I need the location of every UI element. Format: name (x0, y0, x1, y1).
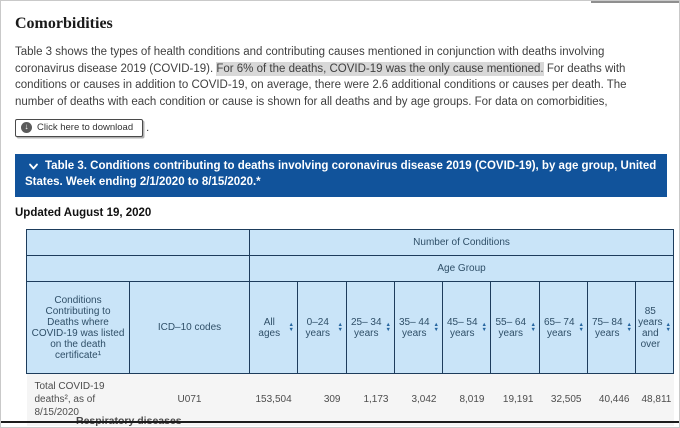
col-header-label: 45– 54 years (446, 316, 478, 339)
intro-text-after: For deaths with conditions or causes in addition to COVID-19, on average, there were 2.6 additional conditions or causes per death. The number of deaths with each condition or cause is shown for all deaths and by age groups. For data on comorbidities, (15, 62, 627, 108)
sort-arrows-icon[interactable] (289, 323, 294, 332)
value-25-34: 1,173 (347, 374, 395, 426)
col-header-label: 85 years and over (638, 305, 663, 350)
value-all-ages: 153,504 (250, 374, 298, 426)
col-header-45-54[interactable] (443, 282, 491, 374)
age-group-header: Age Group (250, 256, 674, 282)
col-header-65-74[interactable] (540, 282, 588, 374)
sort-arrows-icon[interactable] (579, 323, 584, 332)
sort-arrows-icon[interactable] (627, 323, 632, 332)
content-area (1, 1, 679, 426)
col-header-label: 75– 84 years (591, 316, 623, 339)
sort-arrows-icon[interactable] (666, 323, 671, 332)
sentence-period: . (146, 121, 150, 134)
col-header-label: 55– 64 years (495, 316, 527, 339)
download-row (15, 117, 665, 138)
sort-arrows-icon[interactable] (386, 323, 391, 332)
chevron-down-icon (29, 159, 38, 175)
download-button-label: Click here to download (37, 121, 134, 133)
sort-arrows-icon[interactable] (482, 323, 487, 332)
download-button[interactable] (15, 119, 143, 137)
sort-arrows-icon[interactable] (338, 323, 343, 332)
value-45-54: 8,019 (443, 374, 491, 426)
col-header-label: 35– 44 years (398, 316, 430, 339)
col-header-conditions: Conditions Contributing to Deaths where COVID-19 was listed on the death certificate¹ (27, 282, 130, 374)
number-of-conditions-header: Number of Conditions (250, 230, 674, 256)
empty-corner-cell (27, 256, 250, 282)
condition-cell: Total COVID-19 deaths², as of 8/15/2020 (27, 374, 130, 426)
col-header-label: All ages (258, 316, 281, 339)
conditions-table (26, 229, 674, 426)
col-header-label: 0–24 years (305, 316, 330, 339)
banner-title: Table 3. Conditions contributing to deaths involving coronavirus disease 2019 (COVID-19), by age group, United States. Week ending 2/1/2020 to 8/15/2020.* (25, 160, 657, 188)
col-header-75-84[interactable] (588, 282, 636, 374)
table-row-group-header (27, 230, 674, 256)
col-header-all-ages[interactable] (250, 282, 298, 374)
col-header-85-over[interactable] (636, 282, 674, 374)
col-header-icd10: ICD–10 codes (130, 282, 250, 374)
col-header-25-34[interactable] (347, 282, 395, 374)
table-row-age-group-header (27, 256, 674, 282)
value-0-24: 309 (298, 374, 347, 426)
intro-text-before: Table 3 shows the types of health conditions and contributing causes mentioned in conjunction with deaths involving coronavirus disease 2019 (COVID-19). (15, 46, 605, 75)
value-55-64: 19,191 (491, 374, 540, 426)
section-divider-line (1, 421, 680, 423)
table3-collapsible-banner[interactable] (15, 154, 667, 197)
col-header-0-24[interactable] (298, 282, 347, 374)
col-header-label: 25– 34 years (350, 316, 382, 339)
updated-date-label: Updated August 19, 2020 (15, 207, 152, 219)
icd10-cell: U071 (130, 374, 250, 426)
sort-arrows-icon[interactable] (434, 323, 439, 332)
value-85-over: 48,811 (636, 374, 674, 426)
value-75-84: 40,446 (588, 374, 636, 426)
sort-arrows-icon[interactable] (531, 323, 536, 332)
empty-corner-cell (27, 230, 250, 256)
value-35-44: 3,042 (395, 374, 443, 426)
table-row-column-headers (27, 282, 674, 374)
intro-paragraph (15, 44, 667, 110)
col-header-label: 65– 74 years (543, 316, 575, 339)
highlighted-sentence: For 6% of the deaths, COVID-19 was the only cause mentioned. (216, 62, 544, 75)
col-header-35-44[interactable] (395, 282, 443, 374)
download-circle-icon (21, 122, 32, 133)
col-header-55-64[interactable] (491, 282, 540, 374)
value-65-74: 32,505 (540, 374, 588, 426)
page-title: Comorbidities (15, 15, 113, 32)
top-edge-artifact (591, 1, 679, 3)
